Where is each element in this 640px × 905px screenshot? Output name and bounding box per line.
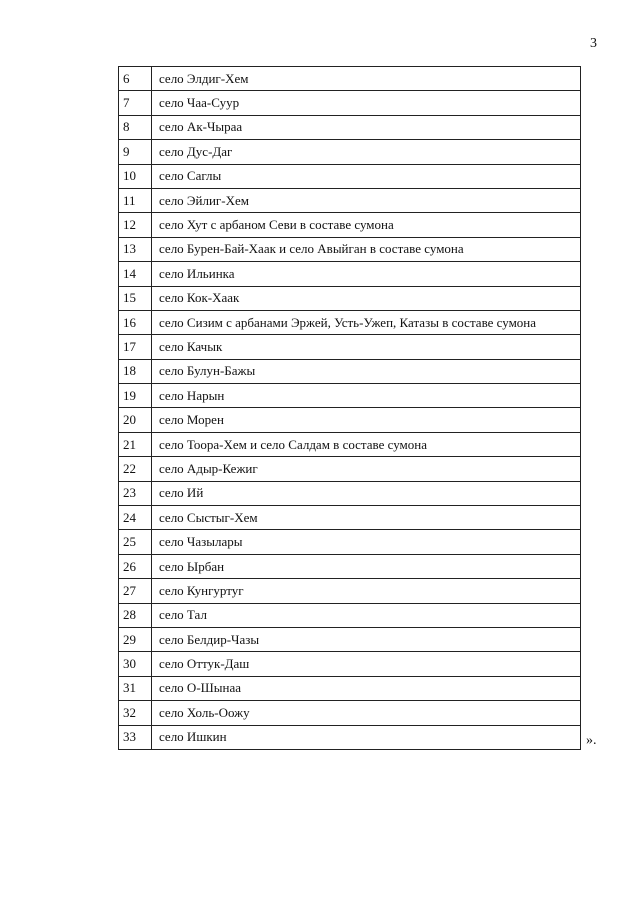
settlement-name: село Морен (152, 408, 581, 432)
row-number: 29 (119, 627, 152, 651)
table-row (119, 140, 581, 164)
closing-quote: ». (586, 733, 597, 748)
table-row (119, 335, 581, 359)
row-number: 10 (119, 164, 152, 188)
row-number: 27 (119, 579, 152, 603)
table-row (119, 213, 581, 237)
table-row (119, 384, 581, 408)
table-row (119, 652, 581, 676)
row-number: 11 (119, 188, 152, 212)
table-row (119, 725, 581, 749)
settlement-name: село Адыр-Кежиг (152, 457, 581, 481)
table-row (119, 579, 581, 603)
row-number: 8 (119, 115, 152, 139)
table-row (119, 603, 581, 627)
settlement-name: село Элдиг-Хем (152, 67, 581, 91)
row-number: 30 (119, 652, 152, 676)
table-row (119, 554, 581, 578)
table-row (119, 676, 581, 700)
row-number: 28 (119, 603, 152, 627)
settlement-name: село Тоора-Хем и село Салдам в составе сумона (152, 432, 581, 456)
settlement-name: село Ий (152, 481, 581, 505)
settlement-name: село Ишкин (152, 725, 581, 749)
row-number: 19 (119, 384, 152, 408)
row-number: 22 (119, 457, 152, 481)
row-number: 25 (119, 530, 152, 554)
row-number: 31 (119, 676, 152, 700)
settlement-name: село Эйлиг-Хем (152, 188, 581, 212)
settlement-name: село Кок-Хаак (152, 286, 581, 310)
settlements-table (118, 66, 581, 750)
settlement-name: село Чазылары (152, 530, 581, 554)
settlement-name: село Оттук-Даш (152, 652, 581, 676)
settlement-name: село Бурен-Бай-Хаак и село Авыйган в составе сумона (152, 237, 581, 261)
table-row (119, 237, 581, 261)
settlement-name: село Холь-Оожу (152, 701, 581, 725)
settlement-name: село Качык (152, 335, 581, 359)
row-number: 33 (119, 725, 152, 749)
settlement-name: село Ильинка (152, 262, 581, 286)
row-number: 14 (119, 262, 152, 286)
settlement-name: село Чаа-Суур (152, 91, 581, 115)
table-row (119, 188, 581, 212)
row-number: 20 (119, 408, 152, 432)
settlement-name: село Дус-Даг (152, 140, 581, 164)
row-number: 26 (119, 554, 152, 578)
settlement-name: село Сизим с арбанами Эржей, Усть-Ужеп, Катазы в составе сумона (152, 310, 581, 334)
settlement-name: село Хут с арбаном Севи в составе сумона (152, 213, 581, 237)
settlement-name: село Белдир-Чазы (152, 627, 581, 651)
settlement-name: село Булун-Бажы (152, 359, 581, 383)
row-number: 7 (119, 91, 152, 115)
table-row (119, 530, 581, 554)
table-row (119, 481, 581, 505)
table-row (119, 115, 581, 139)
settlements-table-body (119, 67, 581, 750)
row-number: 6 (119, 67, 152, 91)
table-row (119, 408, 581, 432)
table-row (119, 627, 581, 651)
row-number: 32 (119, 701, 152, 725)
table-row (119, 91, 581, 115)
row-number: 24 (119, 506, 152, 530)
settlement-name: село Кунгуртуг (152, 579, 581, 603)
settlement-name: село Нарын (152, 384, 581, 408)
row-number: 17 (119, 335, 152, 359)
table-row (119, 457, 581, 481)
settlement-name: село Сыстыг-Хем (152, 506, 581, 530)
row-number: 13 (119, 237, 152, 261)
table-row (119, 164, 581, 188)
table-row (119, 67, 581, 91)
row-number: 23 (119, 481, 152, 505)
row-number: 15 (119, 286, 152, 310)
row-number: 18 (119, 359, 152, 383)
table-row (119, 359, 581, 383)
table-row (119, 286, 581, 310)
row-number: 12 (119, 213, 152, 237)
row-number: 9 (119, 140, 152, 164)
table-row (119, 701, 581, 725)
page-number: 3 (590, 36, 597, 51)
settlement-name: село Тал (152, 603, 581, 627)
row-number: 21 (119, 432, 152, 456)
row-number: 16 (119, 310, 152, 334)
table-row (119, 262, 581, 286)
settlement-name: село Ак-Чыраа (152, 115, 581, 139)
settlement-name: село Ырбан (152, 554, 581, 578)
table-row (119, 310, 581, 334)
table-row (119, 506, 581, 530)
table-row (119, 432, 581, 456)
settlement-name: село О-Шынаа (152, 676, 581, 700)
settlement-name: село Саглы (152, 164, 581, 188)
